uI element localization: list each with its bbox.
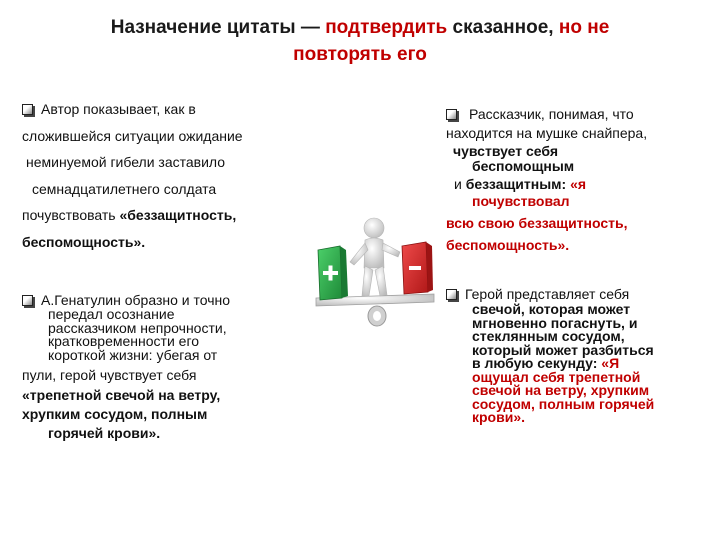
paragraph-line: почувствовал	[472, 193, 570, 209]
paragraph-line: беспомощность».	[446, 237, 570, 253]
paragraph-line: пули, герой чувствует себя	[22, 367, 197, 383]
right-paragraph-1	[446, 104, 647, 254]
paragraph-line: сосудом, полным горячей	[472, 395, 655, 412]
paragraph-line: кратковременности его	[48, 333, 200, 349]
bullet-icon	[446, 109, 457, 120]
paragraph-line: всю свою беззащитность,	[446, 215, 628, 231]
paragraph-line: крови».	[472, 409, 525, 425]
paragraph-line: беспомощным	[472, 158, 575, 174]
paragraph-line: находится на мушке снайпера,	[446, 125, 648, 141]
paragraph-line: стеклянным сосудом,	[472, 328, 625, 344]
title-text: сказанное,	[447, 17, 559, 38]
paragraph-line: свечой на ветру, хрупким	[472, 382, 650, 398]
title-highlight-confirm: подтвердить	[325, 17, 448, 38]
paragraph-line: короткой жизни: убегая от	[48, 346, 218, 363]
paragraph-line: ощущал себя трепетной	[472, 368, 641, 385]
paragraph-line: Автор показывает, как в	[22, 96, 243, 123]
paragraph-line: мгновенно погаснуть, и	[472, 314, 638, 331]
paragraph-line: который может разбиться	[472, 341, 654, 358]
paragraph-line: беспомощность».	[22, 233, 146, 250]
paragraph-line: рассказчиком непрочности,	[48, 319, 227, 336]
paragraph-line: неминуемой гибели заставило	[26, 154, 226, 170]
paragraph-line: А.Генатулин образно и точно	[22, 292, 230, 308]
paragraph-line: Рассказчик, понимая, что	[446, 104, 647, 124]
left-paragraph-1	[22, 96, 243, 255]
paragraph-line: почувствовать «беззащитность,	[22, 207, 237, 223]
title-line-2: повторять его	[293, 44, 427, 65]
right-paragraph-2	[446, 286, 654, 425]
paragraph-line: чувствует себя	[453, 143, 559, 159]
bullet-icon	[446, 289, 457, 300]
title-highlight-not: но не	[558, 17, 610, 38]
bullet-icon	[22, 295, 33, 306]
slide-title	[20, 14, 700, 68]
paragraph-line: «трепетной свечой на ветру,	[22, 386, 221, 403]
scales-illustration	[312, 216, 438, 328]
left-paragraph-2	[22, 292, 230, 441]
paragraph-line: и беззащитным: «я	[454, 176, 587, 192]
balance-figure-icon	[312, 216, 438, 328]
title-line-1	[20, 14, 700, 41]
paragraph-line: хрупким сосудом, полным	[22, 406, 208, 422]
title-text: Назначение цитаты —	[110, 17, 326, 38]
paragraph-line: семнадцатилетнего солдата	[32, 180, 217, 197]
paragraph-line: Герой представляет себя	[446, 286, 654, 303]
paragraph-line: передал осознание	[48, 306, 175, 322]
paragraph-line: сложившейся ситуации ожидание	[22, 127, 243, 144]
paragraph-line: в любую секунду: «Я	[472, 355, 620, 371]
bullet-icon	[22, 104, 33, 115]
paragraph-line: свечой, которая может	[472, 301, 631, 317]
paragraph-line: горячей крови».	[48, 424, 161, 441]
